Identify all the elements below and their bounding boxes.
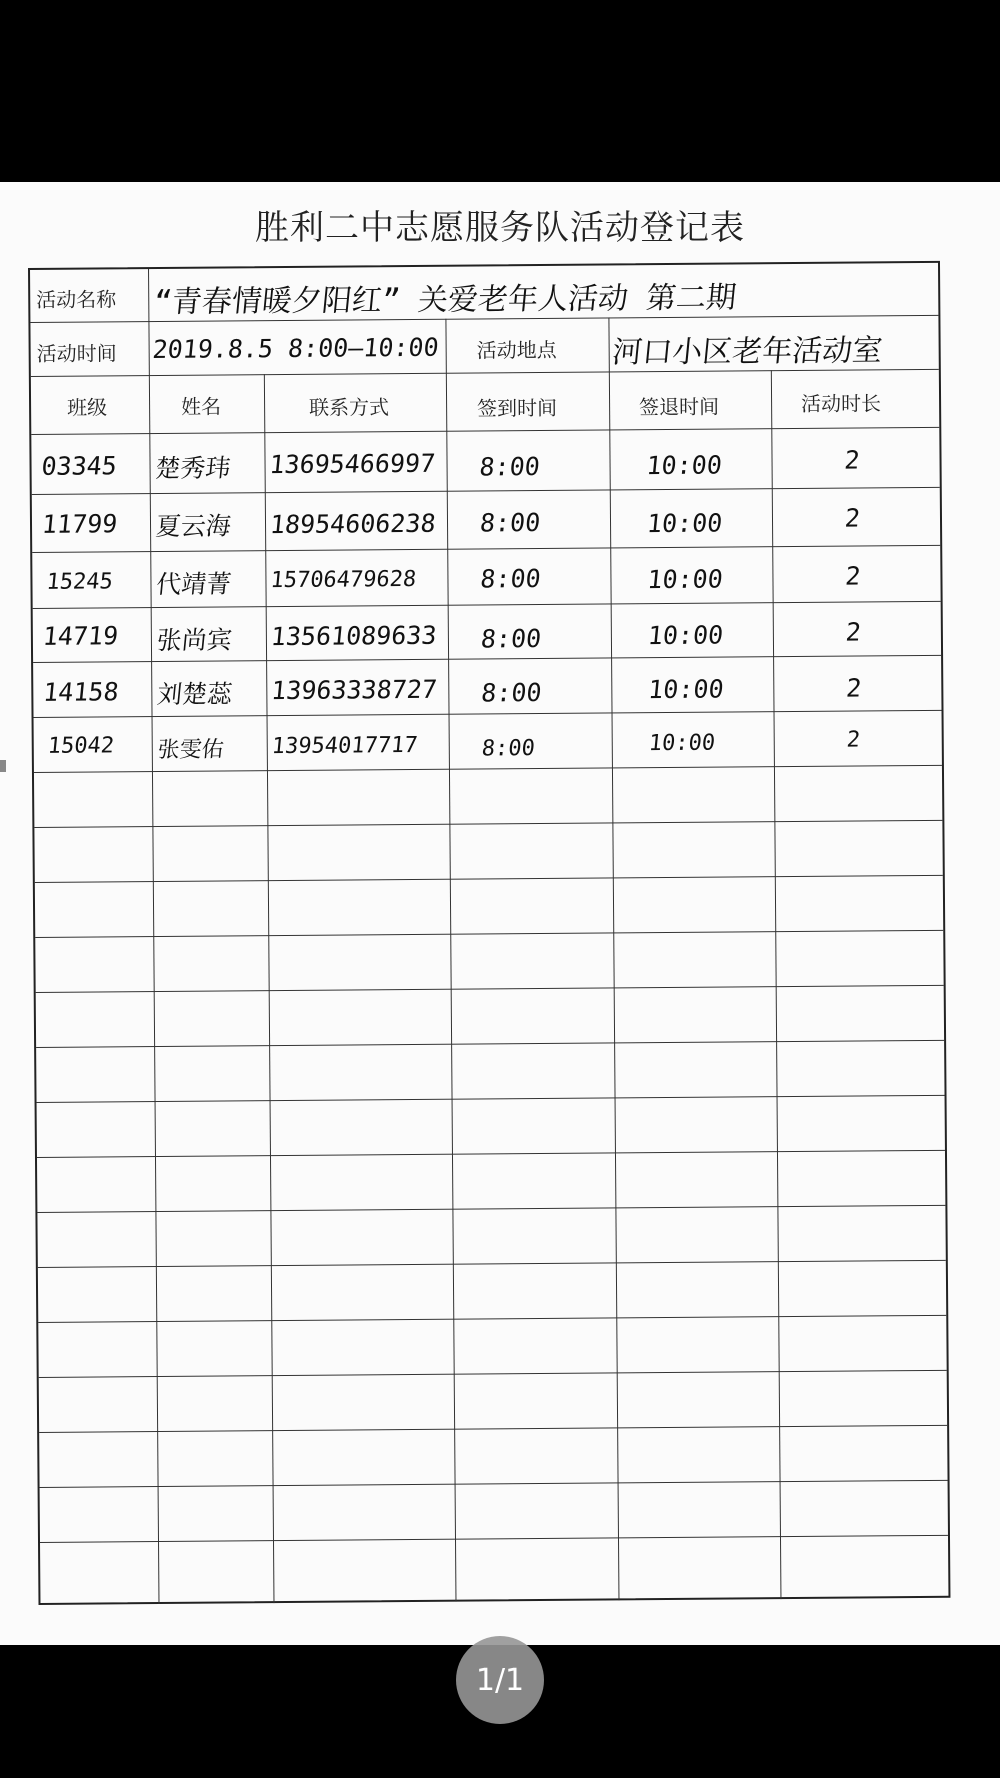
- table-cell-contact: 13963338727: [269, 674, 439, 706]
- table-cell-sign-in: 8:00: [478, 507, 542, 538]
- table-cell-name: 楚秀玮: [154, 453, 232, 484]
- table-cell-name: 夏云海: [154, 511, 233, 542]
- table-cell-sign-out: 10:00: [645, 508, 724, 539]
- table-cell-sign-out: 10:00: [645, 450, 724, 481]
- row-divider: [34, 820, 942, 828]
- table-cell-duration: 2: [845, 727, 862, 753]
- row-divider: [39, 1370, 947, 1378]
- table-cell-class: 14719: [41, 621, 120, 651]
- table-cell-sign-in: 8:00: [479, 563, 543, 594]
- table-cell-sign-out: 10:00: [646, 620, 725, 651]
- row-divider: [31, 427, 939, 435]
- row-divider: [38, 1260, 946, 1268]
- table-cell-sign-in: 8:00: [479, 677, 543, 708]
- row-divider: [34, 765, 942, 773]
- table-cell-class: 14158: [41, 677, 121, 707]
- row-divider: [36, 985, 944, 993]
- table-cell-sign-out: 10:00: [646, 674, 726, 705]
- table-cell-contact: 15706479628: [269, 566, 418, 594]
- row-divider: [37, 1095, 945, 1103]
- column-header-contact: 联系方式: [309, 395, 390, 420]
- row-divider: [40, 1535, 948, 1543]
- table-cell-contact: 13695466997: [268, 448, 437, 480]
- table-cell-name: 张雯佑: [156, 737, 225, 764]
- table-cell-sign-in: 8:00: [478, 451, 542, 482]
- column-header-class: 班级: [67, 395, 108, 420]
- document-title: 胜利二中志愿服务队活动登记表: [255, 208, 745, 248]
- table-cell-contact: 13954017717: [270, 732, 419, 760]
- activity-place-label: 活动地点: [476, 337, 557, 363]
- table-cell-sign-out: 10:00: [646, 564, 725, 595]
- activity-place-value: 河口小区老年活动室: [610, 333, 885, 371]
- table-cell-name: 代靖菁: [154, 569, 233, 600]
- row-divider: [37, 1150, 945, 1158]
- activity-time-label: 活动时间: [36, 341, 117, 366]
- row-divider: [35, 875, 943, 883]
- row-divider: [34, 710, 942, 718]
- row-divider: [35, 930, 943, 938]
- column-header-sign-in: 签到时间: [477, 395, 558, 421]
- registration-table: [28, 261, 950, 1605]
- column-header-duration: 活动时长: [800, 391, 882, 416]
- table-cell-name: 刘楚蕊: [155, 679, 234, 710]
- row-divider: [37, 1205, 945, 1213]
- column-divider: [264, 374, 275, 1603]
- row-divider: [32, 545, 940, 553]
- activity-name-label: 活动名称: [36, 287, 117, 312]
- row-divider: [39, 1425, 947, 1433]
- column-header-sign-out: 签退时间: [639, 394, 720, 420]
- column-divider: [445, 319, 456, 1602]
- table-cell-sign-in: 8:00: [479, 623, 543, 654]
- table-cell-class: 03345: [40, 451, 119, 481]
- table-cell-duration: 2: [843, 445, 862, 475]
- table-cell-class: 11799: [40, 509, 119, 539]
- viewer-top-bar: [0, 0, 1000, 182]
- table-cell-contact: 18954606238: [268, 508, 438, 540]
- table-cell-sign-in: 8:00: [480, 736, 536, 762]
- table-cell-duration: 2: [844, 673, 863, 703]
- activity-name-value: “青春情暖夕阳红” 关爱老年人活动 第二期: [152, 280, 738, 321]
- table-cell-sign-out: 10:00: [647, 730, 717, 757]
- column-divider: [771, 370, 782, 1599]
- column-divider: [608, 317, 619, 1600]
- column-header-name: 姓名: [181, 394, 222, 419]
- activity-time-value: 2019.8.5 8:00—10:00: [151, 332, 441, 365]
- table-cell-class: 15245: [45, 569, 114, 595]
- table-cell-name: 张尚宾: [155, 625, 234, 656]
- table-cell-duration: 2: [844, 617, 863, 647]
- table-cell-duration: 2: [843, 503, 862, 533]
- row-divider: [40, 1480, 948, 1488]
- row-divider: [31, 369, 939, 377]
- row-divider: [32, 487, 940, 495]
- table-cell-class: 15042: [46, 733, 116, 759]
- row-divider: [38, 1315, 946, 1323]
- page-indicator[interactable]: 1/1: [456, 1636, 544, 1724]
- table-cell-contact: 13561089633: [269, 620, 438, 652]
- table-cell-duration: 2: [844, 561, 862, 591]
- binding-clip: [0, 760, 6, 772]
- row-divider: [36, 1040, 944, 1048]
- row-divider: [33, 601, 941, 609]
